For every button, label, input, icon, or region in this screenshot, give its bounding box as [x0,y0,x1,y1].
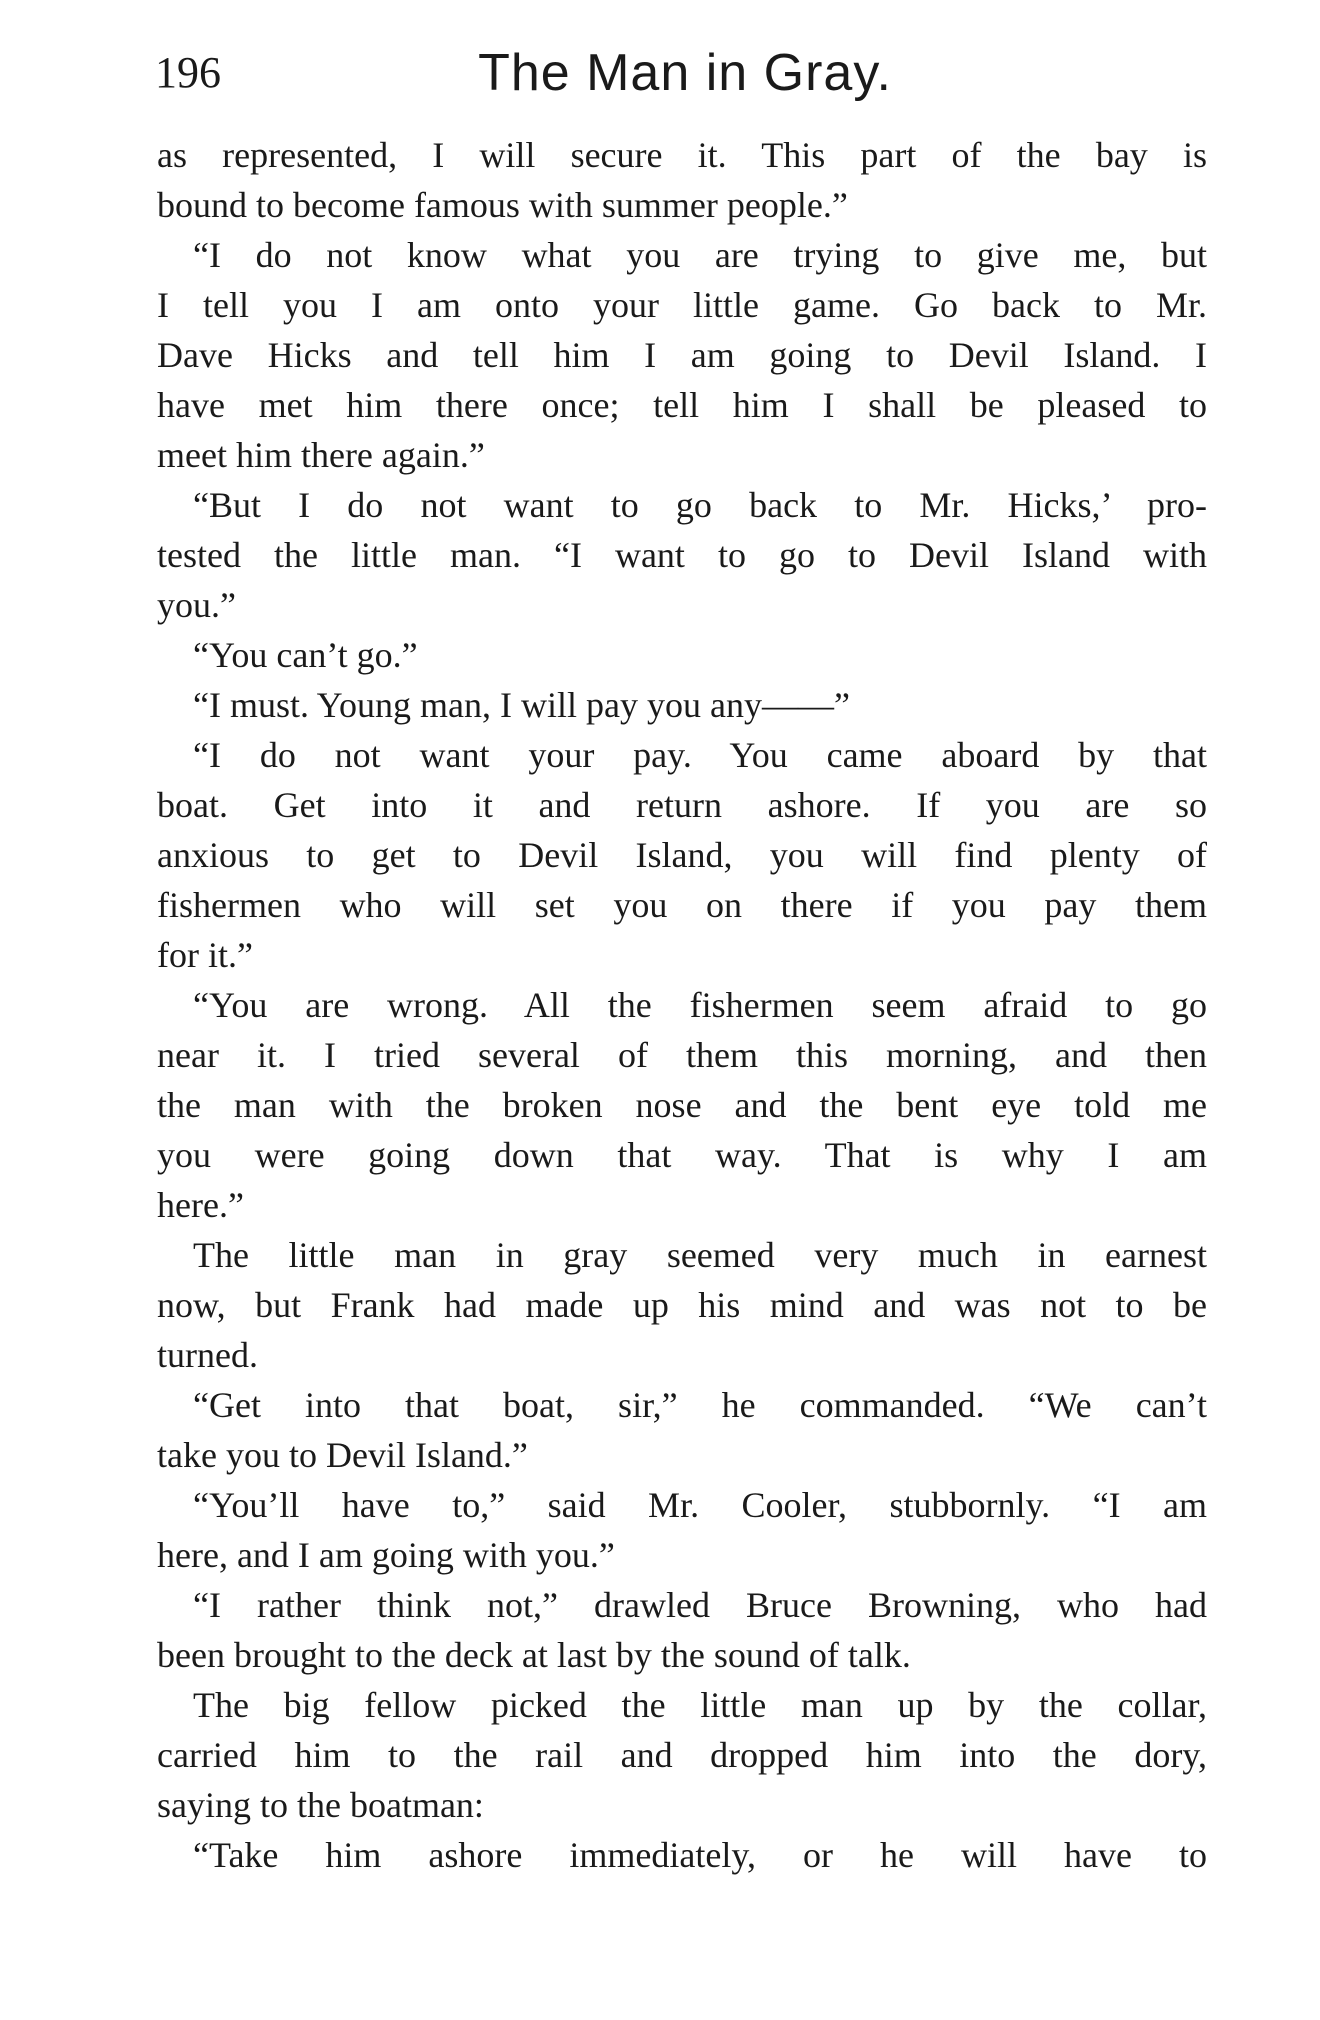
text-line: “You are wrong. All the fishermen seem afraid to go [193,985,1207,1025]
text-line: now, but Frank had made up his mind and was not to be [157,1285,1207,1325]
text-line: carried him to the rail and dropped him into the dory, [157,1735,1207,1775]
text-line: The big fellow picked the little man up by the collar, [193,1685,1207,1725]
text-line: “Get into that boat, sir,” he commanded. “We can’t [193,1385,1207,1425]
page-number: 196 [155,48,221,97]
text-line: “But I do not want to go back to Mr. Hicks,’ pro- [193,485,1207,525]
text-line: here.” [157,1185,244,1225]
text-line: take you to Devil Island.” [157,1435,528,1475]
text-line: tested the little man. “I want to go to Devil Island with [157,535,1207,575]
text-line: “I rather think not,” drawled Bruce Browning, who had [193,1585,1207,1625]
text-line: you.” [157,585,236,625]
text-line: “Take him ashore immediately, or he will have to [193,1835,1207,1875]
text-line: have met him there once; tell him I shall be pleased to [157,385,1207,425]
body-text [157,130,1207,1880]
page-header [155,38,1205,108]
text-line: “I must. Young man, I will pay you any——” [193,685,850,725]
text-line: as represented, I will secure it. This part of the bay is [157,135,1207,175]
text-line: been brought to the deck at last by the sound of talk. [157,1635,911,1675]
text-line: “I do not know what you are trying to give me, but [193,235,1207,275]
text-line: saying to the boatman: [157,1785,484,1825]
text-line: I tell you I am onto your little game. Go back to Mr. [157,285,1207,325]
text-line: near it. I tried several of them this morning, and then [157,1035,1207,1075]
text-line: Dave Hicks and tell him I am going to Devil Island. I [157,335,1207,375]
text-line: “You’ll have to,” said Mr. Cooler, stubbornly. “I am [193,1485,1207,1525]
text-line: boat. Get into it and return ashore. If you are so [157,785,1207,825]
text-line: anxious to get to Devil Island, you will find plenty of [157,835,1207,875]
text-line: “You can’t go.” [193,635,418,675]
text-line: you were going down that way. That is why I am [157,1135,1207,1175]
text-line: here, and I am going with you.” [157,1535,615,1575]
text-line: meet him there again.” [157,435,485,475]
text-line: bound to become famous with summer people.” [157,185,848,225]
text-line: the man with the broken nose and the bent eye told me [157,1085,1207,1125]
text-line: fishermen who will set you on there if you pay them [157,885,1207,925]
running-title: The Man in Gray. [478,44,892,102]
text-line: “I do not want your pay. You came aboard by that [193,735,1207,775]
text-line: turned. [157,1335,258,1375]
text-line: for it.” [157,935,253,975]
text-line: The little man in gray seemed very much in earnest [193,1235,1207,1275]
